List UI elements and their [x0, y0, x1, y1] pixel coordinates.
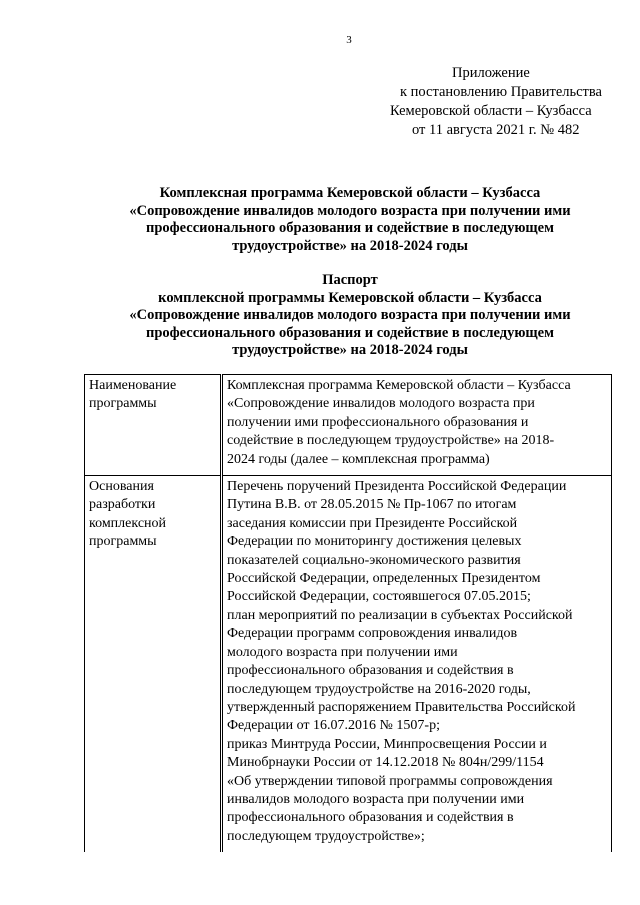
row-value-line: 2024 годы (далее – комплексная программа) — [227, 451, 490, 467]
passport-title-line: Паспорт — [322, 272, 378, 288]
row-value-line: Российской Федерации, состоявшегося 07.05.2015; — [227, 589, 531, 605]
row-value-line: Комплексная программа Кемеровской области – Кузбасса — [227, 378, 571, 393]
row-label-line: программы — [89, 534, 157, 550]
row-label-line: разработки — [89, 497, 156, 513]
row-label-line: комплексной — [89, 515, 167, 531]
row-value-cell — [222, 476, 612, 853]
row-label-line: программы — [89, 396, 157, 412]
passport-title-line: комплексной программы Кемеровской области – Кузбасса — [158, 289, 542, 306]
table-row — [85, 476, 612, 853]
program-title-line: трудоустройстве» на 2018-2024 годы — [232, 237, 468, 254]
row-value-line: содействие в последующем трудоустройстве» на 2018- — [227, 433, 555, 449]
row-label-line: Основания — [89, 479, 154, 495]
row-value-line: молодого возраста при получении ими — [227, 644, 458, 660]
row-value-line: «Об утверждении типовой программы сопровождения — [227, 773, 553, 789]
appendix-line: от 11 августа 2021 г. № 482 — [412, 122, 580, 138]
row-value-line: заседания комиссии при Президенте Российской — [227, 515, 518, 531]
row-value-cell — [222, 375, 612, 476]
page-number: 3 — [346, 34, 352, 46]
row-value-line: профессионального образования и содействия в — [227, 810, 514, 826]
row-value-line: Российской Федерации, определенных Президентом — [227, 571, 541, 587]
row-value-line: Федерации программ сопровождения инвалидов — [227, 626, 518, 642]
row-value-line: Путина В.В. от 28.05.2015 № Пр-1067 по итогам — [227, 497, 517, 513]
row-value-line: профессионального образования и содействия в — [227, 663, 514, 679]
program-title — [80, 185, 620, 255]
row-value-line: инвалидов молодого возраста при получении ими — [227, 791, 525, 807]
passport-title-line: трудоустройстве» на 2018-2024 годы — [232, 342, 468, 358]
row-value-line: Федерации от 16.07.2016 № 1507-р; — [227, 718, 440, 734]
row-value-line: получении ими профессионального образования и — [227, 414, 529, 430]
appendix-line: Кемеровской области – Кузбасса — [390, 103, 592, 119]
passport-table — [84, 374, 612, 852]
row-value-line: Федерации по мониторингу достижения целевых — [227, 534, 522, 550]
row-value-line: последующем трудоустройстве на 2016-2020 годы, — [227, 681, 531, 697]
row-value-line: Минобрнауки России от 14.12.2018 № 804н/299/1154 — [227, 755, 544, 771]
row-value-line: приказ Минтруда России, Минпросвещения России и — [227, 736, 547, 752]
row-label-line: Наименование — [89, 378, 177, 393]
appendix-line: к постановлению Правительства — [400, 84, 602, 100]
appendix-block — [390, 64, 620, 140]
row-value-line: утвержденный распоряжением Правительства Российской — [227, 699, 576, 715]
row-value-line: показателей социально-экономического развития — [227, 552, 521, 568]
row-value-line: план мероприятий по реализации в субъектах Российской — [227, 607, 573, 623]
passport-title-line: «Сопровождение инвалидов молодого возраста при получении ими — [129, 307, 571, 323]
row-value-line: Перечень поручений Президента Российской Федерации — [227, 479, 567, 495]
program-title-line: Комплексная программа Кемеровской области – Кузбасса — [159, 185, 541, 201]
row-value-line: последующем трудоустройстве»; — [227, 828, 425, 844]
row-value-line: «Сопровождение инвалидов молодого возраста при — [227, 396, 535, 412]
appendix-line: Приложение — [452, 65, 530, 81]
program-title-line: профессионального образования и содействие в последующем — [145, 220, 554, 236]
row-label-cell — [85, 476, 222, 853]
passport-title-line: профессионального образования и содействие в последующем — [145, 324, 554, 341]
row-label-cell — [85, 375, 222, 476]
passport-title — [80, 272, 620, 360]
table-row — [85, 375, 612, 476]
program-title-line: «Сопровождение инвалидов молодого возраста при получении ими — [129, 202, 571, 219]
